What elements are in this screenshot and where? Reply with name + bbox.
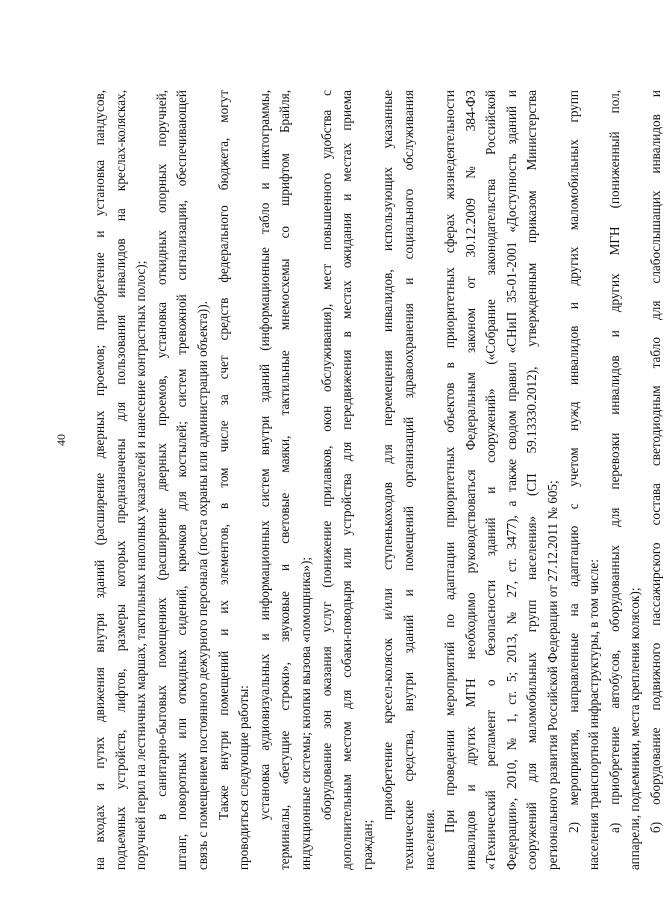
document-body [90, 90, 667, 870]
text-line: установка аудиовизуальных и информационных систем внутри зданий (информационные табло и пиктограммы, [256, 90, 272, 820]
text-line: на входах и путях движения внутри зданий (расширение дверных проемов; приобретение и установка пандусов, [92, 90, 107, 870]
text-line: индукционные системы; кнопки вызова «помощника»); [297, 556, 313, 870]
text-line: Федерации», 2010, № 1, ст. 5; 2013, № 27, ст. 3477), а также сводом правил «СНиП 35-01-2001 «Доступность зданий и [503, 90, 519, 870]
text-line: подъемных устройств, лифтов, размеры которых предназначены для пользования инвалидов на креслах-колясках, [112, 90, 128, 870]
page-number: 40 [54, 434, 68, 446]
text-line: «Технический регламент о безопасности зданий и сооружений» («Собрание законодательства Российской [483, 90, 499, 870]
text-line: в санитарно-бытовых помещениях (расширение дверных проемов, установка откидных опорных поручней, [153, 90, 169, 820]
text-line: 2) мероприятия, направленные на адаптацию с учетом нужд инвалидов и других маломобильных групп [565, 90, 581, 833]
text-line: штанг, поворотных или откидных сидений, крючков для костылей; систем тревожной сигнализации, обеспечивающей [174, 90, 190, 870]
text-line: аппарели, подъемники, места крепления колясок); [627, 587, 643, 870]
text-line: проводиться следующие работы: [236, 685, 252, 870]
text-line: граждан; [359, 819, 375, 870]
text-line: технические средства, внутри зданий и помещений организаций здравоохранения и социального обслуживания [400, 90, 416, 870]
text-line: регионального развития Российской Федерации от 27.12.2011 № 605; [545, 480, 561, 870]
text-line: поручней перил на лестничных маршах, тактильных наполных указателей и нанесение контрастных полос); [133, 260, 149, 870]
text-line: сооружений для маломобильных групп населения» (СП 59.13330.2012), утвержденным приказом Министерства [524, 90, 540, 870]
text-line: инвалидов и других МГН необходимо руководствоваться Федеральным законом от 30.12.2009 № 384-ФЗ [462, 90, 478, 870]
text-line: Также внутри помещений и их элементов, в том числе за счет средств федерального бюджета, могут [215, 90, 231, 820]
text-line: населения. [421, 809, 437, 870]
text-line: населения транспортной инфраструктуры, в том числе: [586, 559, 602, 870]
text-line: приобретение кресел-колясок и/или ступенькоходов для перемещения инвалидов, использующих указанные [380, 90, 396, 820]
text-line: б) оборудование подвижного пассажирского состава светодиодным табло для слабослышащих инвалидов и [648, 90, 664, 833]
text-line: При проведении мероприятий по адаптации приоритетных объектов в приоритетных сферах жизнедеятельности [442, 90, 458, 833]
text-line: оборудование зон оказания услуг (понижение прилавков, окон обслуживания), мест повышенного удобства с [318, 90, 334, 820]
text-line: терминалы, «бегущие строки», звуковые и световые маяки, тактильные мнемосхемы со шрифтом Брайля, [277, 90, 293, 870]
text-line: связь с помещением постоянного дежурного персонала (поста охраны или администрации объекта)). [194, 301, 210, 870]
text-line: дополнительным местом для собаки-поводыря или устройства для передвижения в местах ожидания и местах приема [339, 90, 355, 870]
text-line: а) приобретение автобусов, оборудованных для перевозки инвалидов и других МГН (пониженный пол, [606, 90, 622, 833]
